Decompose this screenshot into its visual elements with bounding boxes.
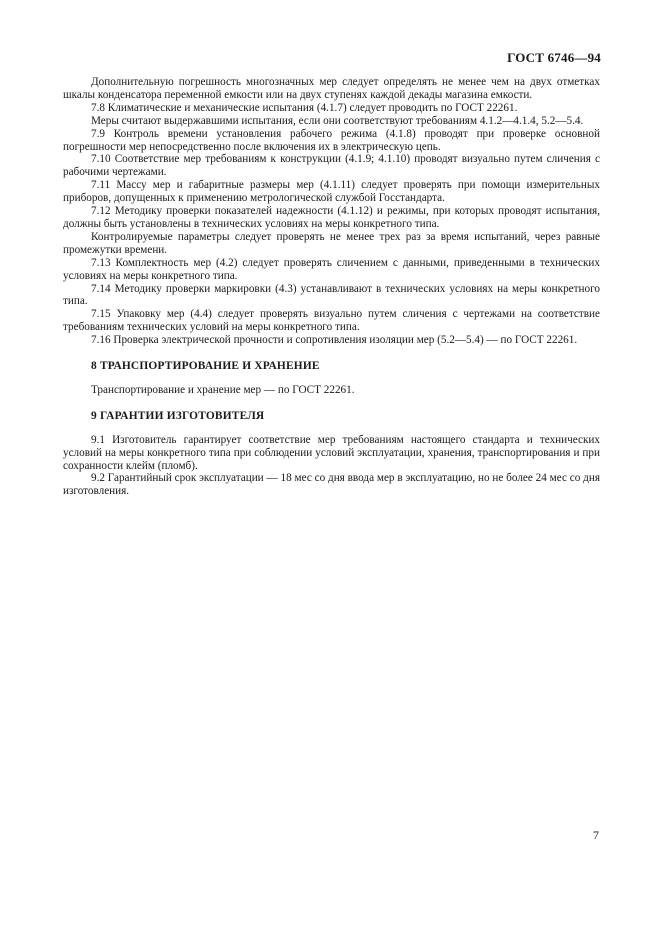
- paragraph-7-15: 7.15 Упаковку мер (4.4) следует проверять визуально путем сличения с чертежами на соответствие требованиям технических условий на меры конкретного типа.: [63, 308, 600, 334]
- paragraph-7-16: 7.16 Проверка электрической прочности и сопротивления изоляции мер (5.2—5.4) — по ГОСТ 22261.: [91, 334, 578, 347]
- section-8-text: Транспортирование и хранение мер — по ГОСТ 22261.: [91, 383, 355, 396]
- page-number: 7: [593, 828, 599, 842]
- page-content: [63, 76, 600, 498]
- paragraph: Контролируемые параметры следует проверять не менее трех раз за время испытаний, через равные промежутки времени.: [63, 230, 600, 256]
- paragraph: Дополнительную погрешность многозначных мер следует определять не менее чем на двух отметках шкалы конденсатора переменной емкости или на двух ступенях каждой декады магазина емкости.: [63, 76, 600, 101]
- section-9-heading: 9 ГАРАНТИИ ИЗГОТОВИТЕЛЯ: [91, 409, 265, 422]
- paragraph-7-8: 7.8 Климатические и механические испытания (4.1.7) следует проводить по ГОСТ 22261.: [91, 101, 518, 114]
- paragraph-7-13: 7.13 Комплектность мер (4.2) следует проверять сличением с данными, приведенными в технических условиях на меры конкретного типа.: [63, 256, 600, 282]
- paragraph: Меры считают выдержавшими испытания, если они соответствуют требованиям 4.1.2—4.1.4, 5.2—5.4.: [91, 114, 584, 127]
- paragraph-9-1: 9.1 Изготовитель гарантирует соответствие мер требованиям настоящего стандарта и технических условий на меры конкретного типа при соблюдении условий эксплуатации, хранения, транспортирования и при сохранности клейм (пломб).: [63, 433, 600, 472]
- paragraph-7-12: 7.12 Методику проверки показателей надежности (4.1.12) и режимы, при которых проводят испытания, должны быть установлены в технических условиях на меры конкретного типа.: [63, 205, 600, 230]
- document-code: ГОСТ 6746—94: [507, 50, 601, 65]
- paragraph-7-11: 7.11 Массу мер и габаритные размеры мер (4.1.11) следует проверять при помощи измерительных приборов, допущенных к применению метрологической службой Госстандарта.: [63, 179, 600, 205]
- paragraph-7-9: 7.9 Контроль времени установления рабочего режима (4.1.8) проводят при проверке основной погрешности мер непосредственно после включения их в электрическую цепь.: [63, 127, 600, 153]
- paragraph-7-14: 7.14 Методику проверки маркировки (4.3) устанавливают в технических условиях на меры конкретного типа.: [63, 282, 600, 308]
- section-8-heading: 8 ТРАНСПОРТИРОВАНИЕ И ХРАНЕНИЕ: [91, 360, 320, 373]
- paragraph-9-2: 9.2 Гарантийный срок эксплуатации — 18 мес со дня ввода мер в эксплуатацию, но не более 24 мес со дня изготовления.: [63, 472, 600, 498]
- paragraph-7-10: 7.10 Соответствие мер требованиям к конструкции (4.1.9; 4.1.10) проводят визуально путем сличения с рабочими чертежами.: [63, 153, 600, 179]
